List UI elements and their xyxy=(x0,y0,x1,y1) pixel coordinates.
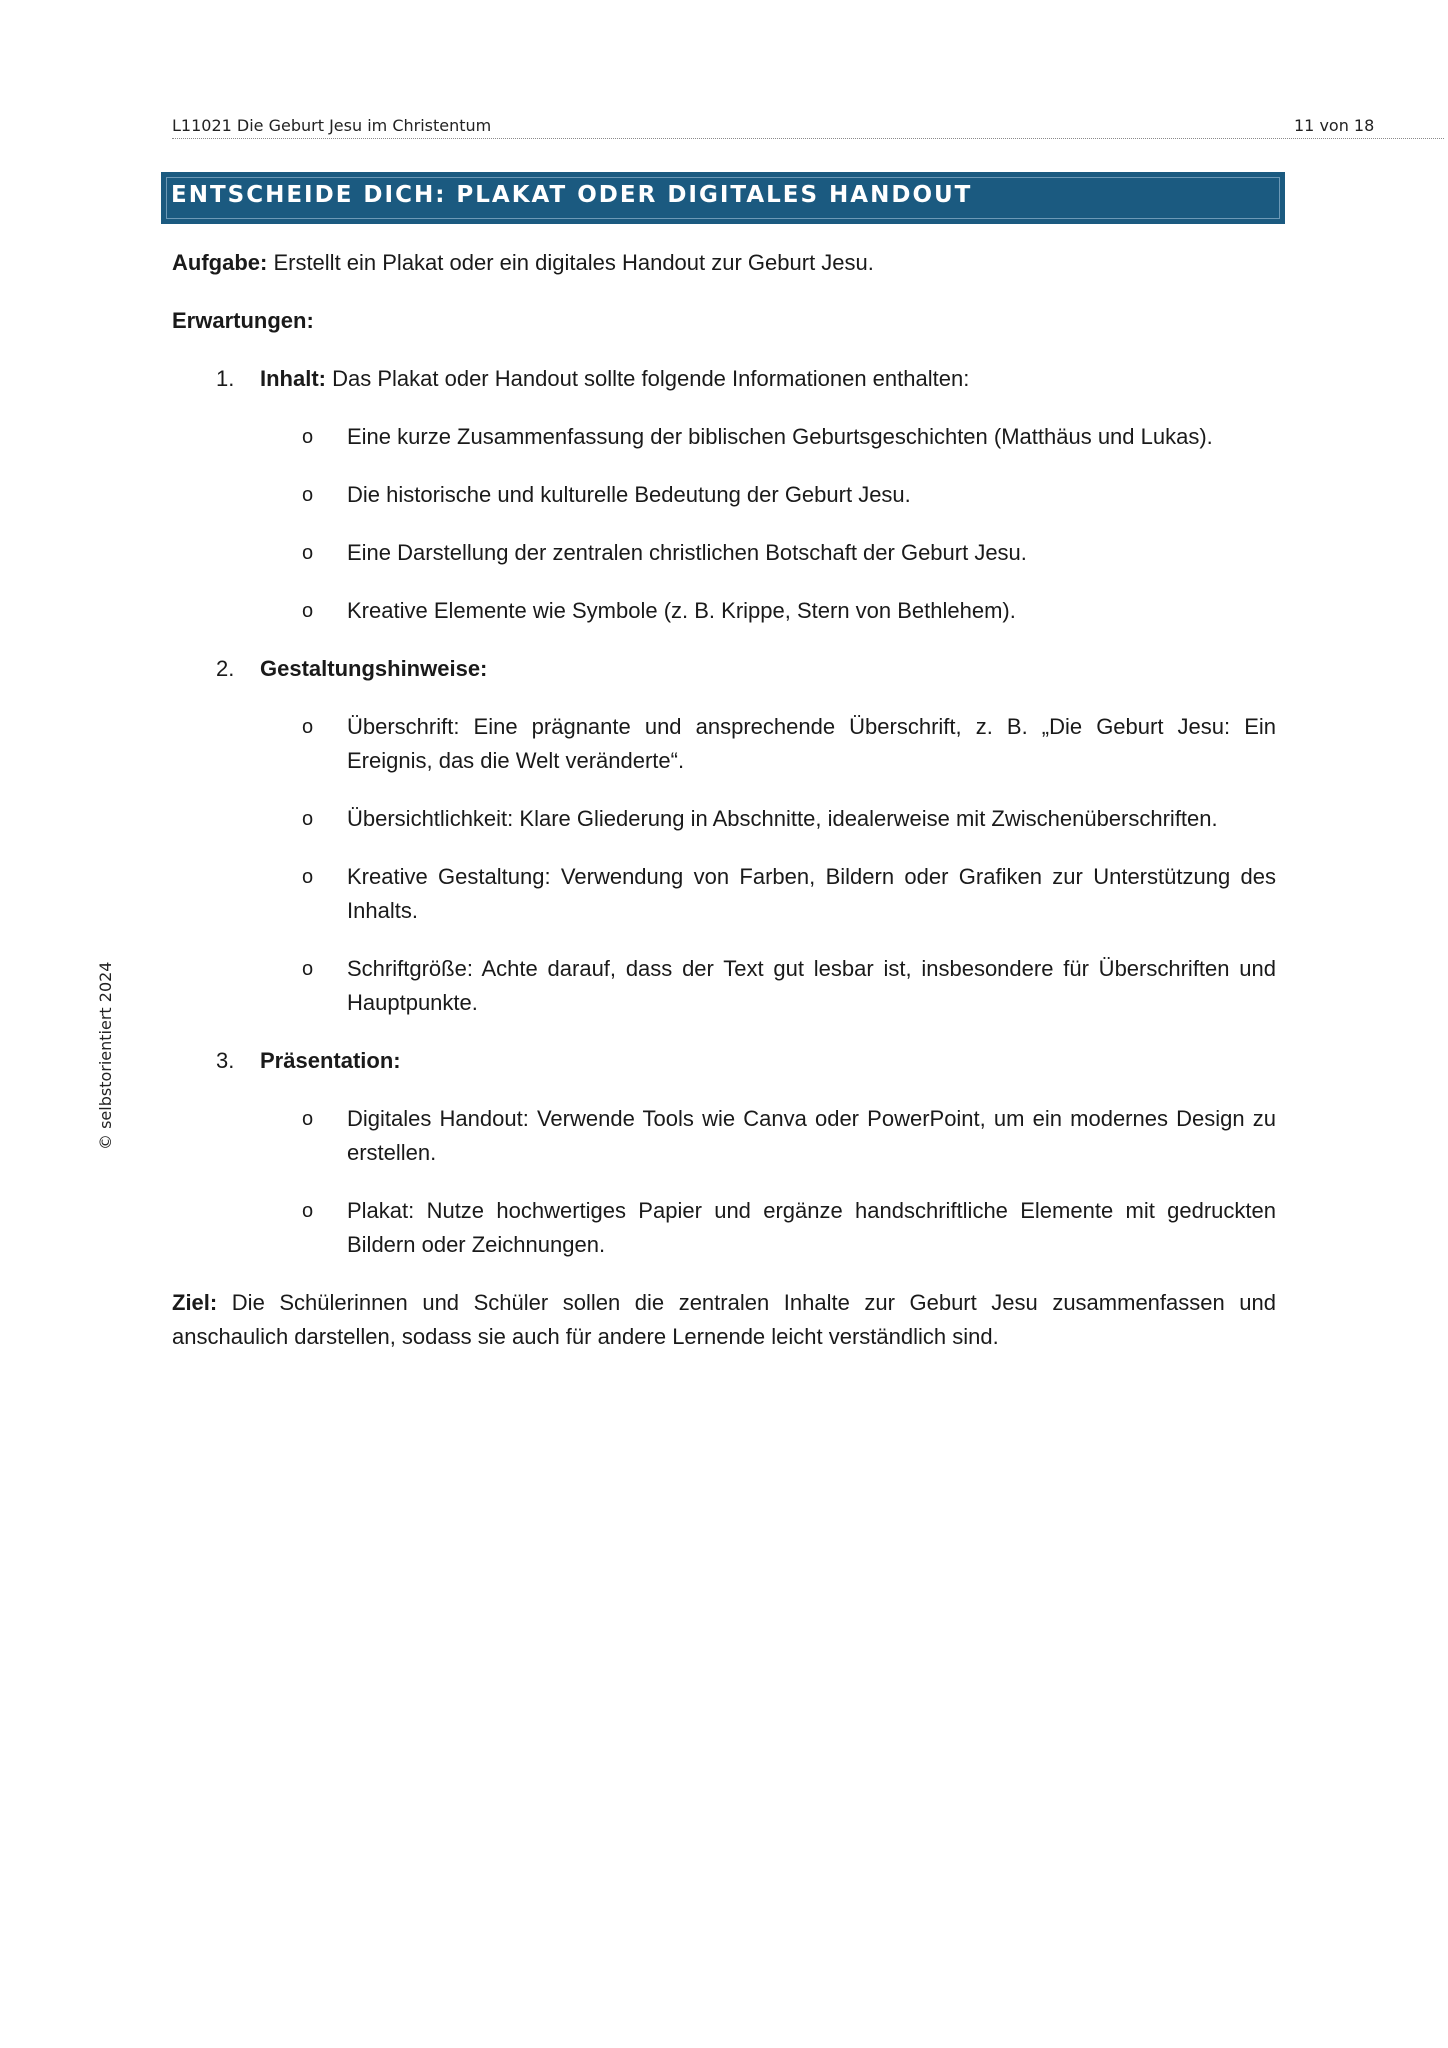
bullet-marker-icon: o xyxy=(302,1108,314,1130)
bullet-list xyxy=(172,420,1276,628)
expectations-list xyxy=(172,362,1276,1262)
bullet-item xyxy=(172,860,1276,928)
bullet-marker-icon: o xyxy=(302,716,314,738)
bullet-text: Eine Darstellung der zentralen christlichen Botschaft der Geburt Jesu. xyxy=(347,540,1027,565)
task-label: Aufgabe: xyxy=(172,250,268,275)
item-label: Inhalt: xyxy=(260,366,326,391)
expectations-label: Erwartungen: xyxy=(172,308,314,333)
bullet-marker-icon: o xyxy=(302,1200,314,1222)
bullet-item xyxy=(172,1102,1276,1170)
bullet-item xyxy=(172,1194,1276,1262)
item-label: Gestaltungshinweise: xyxy=(260,656,488,681)
bullet-text: Übersichtlichkeit: Klare Gliederung in Abschnitte, idealerweise mit Zwischenüberschriften. xyxy=(347,806,1218,831)
bullet-marker-icon: o xyxy=(302,542,314,564)
bullet-text: Überschrift: Eine prägnante und ansprechende Überschrift, z. B. „Die Geburt Jesu: Ein Ereignis, das die Welt veränderte“. xyxy=(347,714,1276,773)
item-number: 2. xyxy=(216,656,235,681)
expectations-heading xyxy=(172,304,1276,338)
copyright-sidebar: © selbstorientiert 2024 xyxy=(96,961,115,1150)
bullet-text: Plakat: Nutze hochwertiges Papier und ergänze handschriftliche Elemente mit gedruckten Bildern oder Zeichnungen. xyxy=(347,1198,1276,1257)
bullet-list xyxy=(172,710,1276,1020)
bullet-text: Die historische und kulturelle Bedeutung der Geburt Jesu. xyxy=(347,482,911,507)
bullet-item xyxy=(172,420,1276,454)
task-text: Erstellt ein Plakat oder ein digitales Handout zur Geburt Jesu. xyxy=(267,250,874,275)
bullet-item xyxy=(172,478,1276,512)
page-header xyxy=(172,114,1444,139)
section-title: ENTSCHEIDE DICH: PLAKAT ODER DIGITALES HANDOUT xyxy=(171,182,973,208)
bullet-item xyxy=(172,802,1276,836)
bullet-marker-icon: o xyxy=(302,484,314,506)
bullet-marker-icon: o xyxy=(302,426,314,448)
main-content xyxy=(172,246,1276,1378)
item-label: Präsentation: xyxy=(260,1048,401,1073)
goal-label: Ziel: xyxy=(172,1290,218,1315)
bullet-marker-icon: o xyxy=(302,866,314,888)
bullet-list xyxy=(172,1102,1276,1262)
goal-text: Die Schülerinnen und Schüler sollen die zentralen Inhalte zur Geburt Jesu zusammenfassen und anschaulich darstellen, sodass sie auch für andere Lernende leicht verständlich sind. xyxy=(172,1290,1276,1349)
bullet-text: Kreative Gestaltung: Verwendung von Farben, Bildern oder Grafiken zur Unterstützung des Inhalts. xyxy=(347,864,1276,923)
numbered-item xyxy=(172,1044,1276,1078)
page-number: 11 von 18 xyxy=(1294,116,1375,135)
task-paragraph xyxy=(172,246,1276,280)
numbered-item xyxy=(172,362,1276,396)
bullet-item xyxy=(172,536,1276,570)
bullet-text: Kreative Elemente wie Symbole (z. B. Krippe, Stern von Bethlehem). xyxy=(347,598,1016,623)
bullet-marker-icon: o xyxy=(302,808,314,830)
item-text: Das Plakat oder Handout sollte folgende Informationen enthalten: xyxy=(326,366,970,391)
section-banner xyxy=(161,172,1285,224)
bullet-marker-icon: o xyxy=(302,600,314,622)
bullet-text: Eine kurze Zusammenfassung der biblischen Geburtsgeschichten (Matthäus und Lukas). xyxy=(347,424,1213,449)
item-number: 3. xyxy=(216,1048,235,1073)
bullet-text: Schriftgröße: Achte darauf, dass der Text gut lesbar ist, insbesondere für Überschriften und Hauptpunkte. xyxy=(347,956,1276,1015)
item-number: 1. xyxy=(216,366,235,391)
bullet-text: Digitales Handout: Verwende Tools wie Canva oder PowerPoint, um ein modernes Design zu erstellen. xyxy=(347,1106,1276,1165)
numbered-item xyxy=(172,652,1276,686)
document-title: L11021 Die Geburt Jesu im Christentum xyxy=(172,116,492,135)
bullet-item xyxy=(172,710,1276,778)
goal-paragraph xyxy=(172,1286,1276,1354)
bullet-marker-icon: o xyxy=(302,958,314,980)
bullet-item xyxy=(172,952,1276,1020)
bullet-item xyxy=(172,594,1276,628)
